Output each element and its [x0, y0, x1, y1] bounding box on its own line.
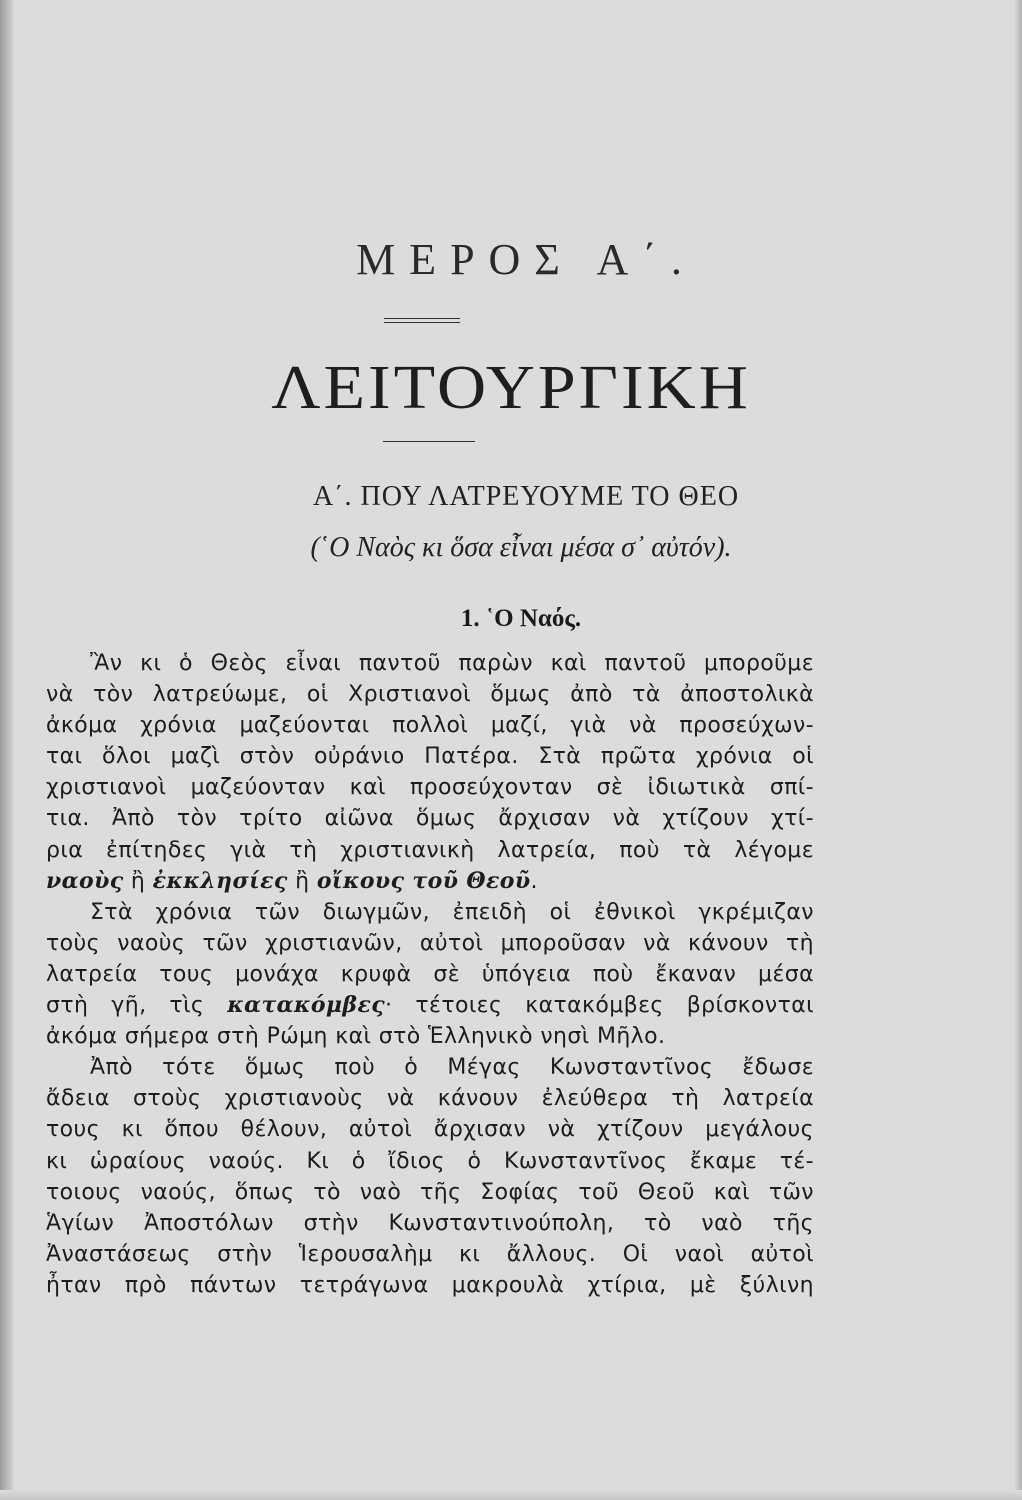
main-title: ΛΕΙΤΟΥΡΓΙΚΗ: [271, 352, 751, 422]
emphasis-term: ναοὺς: [46, 867, 124, 894]
text-line: τοὺς ναοὺς τῶν χριστιανῶν, αὐτοὶ μποροῦσαν νὰ κάνουν τὴ: [46, 930, 814, 956]
divider-rule: [383, 441, 475, 442]
part-title: ΜΕΡΟΣ Α΄.: [356, 235, 696, 284]
text-line: τους κι ὅπου θέλουν, αὐτοὶ ἄρχισαν νὰ χτίζουν μεγάλους: [46, 1117, 814, 1143]
emphasis-term: οἴκους τοῦ Θεοῦ: [316, 867, 531, 894]
text-line: κι ὡραίους ναούς. Κι ὁ ἴδιος ὁ Κωνσταντῖνος ἔκαμε τέ-: [46, 1148, 814, 1174]
text-line: ἀκόμα σήμερα στὴ Ρώμη καὶ στὸ Ἑλληνικὸ νησὶ Μῆλο.: [46, 1024, 666, 1050]
text-run: ἢ: [287, 868, 317, 894]
text-line: τοιους ναούς, ὅπως τὸ ναὸ τῆς Σοφίας τοῦ Θεοῦ καὶ τῶν: [46, 1179, 814, 1205]
text-line: νὰ τὸν λατρεύωμε, οἱ Χριστιανοὶ ὅμως ἀπὸ τὰ ἀποστολικὰ: [46, 682, 814, 708]
emphasis-term: κατακόμβες: [227, 992, 386, 1019]
text-line: ἦταν πρὸ πάντων τετράγωνα μακρουλὰ χτίρια, μὲ ξύλινη: [46, 1272, 814, 1298]
page-edge-right: [1014, 0, 1022, 1500]
text-line: χριστιανοὶ μαζεύονταν καὶ προσεύχονταν σὲ ἰδιωτικὰ σπί-: [46, 775, 814, 801]
page-edge-bottom: [0, 1490, 1022, 1500]
divider-rule: [384, 322, 460, 323]
text-run: .: [530, 868, 538, 894]
page-edge-left: [0, 0, 14, 1500]
text-line: ται ὅλοι μαζὶ στὸν οὐράνιο Πατέρα. Στὰ πρῶτα χρόνια οἱ: [46, 744, 814, 770]
text-line: λατρεία τους μονάχα κρυφὰ σὲ ὑπόγεια ποὺ ἔκαναν μέσα: [46, 961, 814, 987]
text-line: Ἂν κι ὁ Θεὸς εἶναι παντοῦ παρὼν καὶ παντοῦ μποροῦμε: [90, 651, 814, 676]
text-run: στὴ γῆ, τὶς: [46, 993, 228, 1019]
text-line: Ἀπὸ τότε ὅμως ποὺ ὁ Μέγας Κωνσταντῖνος ἔδωσε: [90, 1055, 814, 1081]
text-line: [46, 990, 814, 1021]
text-line: ἀκόμα χρόνια μαζεύονται πολλοὶ μαζί, γιὰ νὰ προσεύχων-: [46, 713, 814, 739]
emphasis-term: ἐκκλησίες: [152, 867, 288, 894]
section-subtitle: (῾Ο Ναὸς κι ὅσα εἶναι μέσα σ᾽ αὐτόν).: [310, 532, 732, 563]
text-line: [46, 866, 814, 897]
text-line: Στὰ χρόνια τῶν διωγμῶν, ἐπειδὴ οἱ ἐθνικοὶ γκρέμιζαν: [90, 899, 814, 925]
text-line: ἄδεια στοὺς χριστιανοὺς νὰ κάνουν ἐλεύθερα τὴ λατρεία: [46, 1086, 814, 1112]
body-text: [46, 648, 814, 1301]
divider-rule: [384, 318, 460, 319]
section-heading: Α΄. ΠΟΥ ΛΑΤΡΕΥΟΥΜΕ ΤΟ ΘΕΟ: [312, 481, 740, 512]
subsection-title: 1. ῾Ο Ναός.: [460, 605, 582, 632]
text-line: ρια ἐπίτηδες γιὰ τὴ χριστιανικὴ λατρεία, ποὺ τὰ λέγομε: [46, 837, 814, 863]
text-line: Ἀναστάσεως στὴν Ἱερουσαλὴμ κι ἄλλους. Οἱ ναοὶ αὐτοὶ: [46, 1241, 814, 1267]
text-line: τια. Ἀπὸ τὸν τρίτο αἰῶνα ὅμως ἄρχισαν νὰ χτίζουν χτί-: [46, 806, 814, 832]
text-run: ἢ: [123, 868, 153, 894]
text-line: Ἁγίων Ἀποστόλων στὴν Κωνσταντινούπολη, τὸ ναὸ τῆς: [46, 1210, 814, 1236]
text-run: · τέτοιες κατακόμβες βρίσκονται: [385, 993, 814, 1019]
